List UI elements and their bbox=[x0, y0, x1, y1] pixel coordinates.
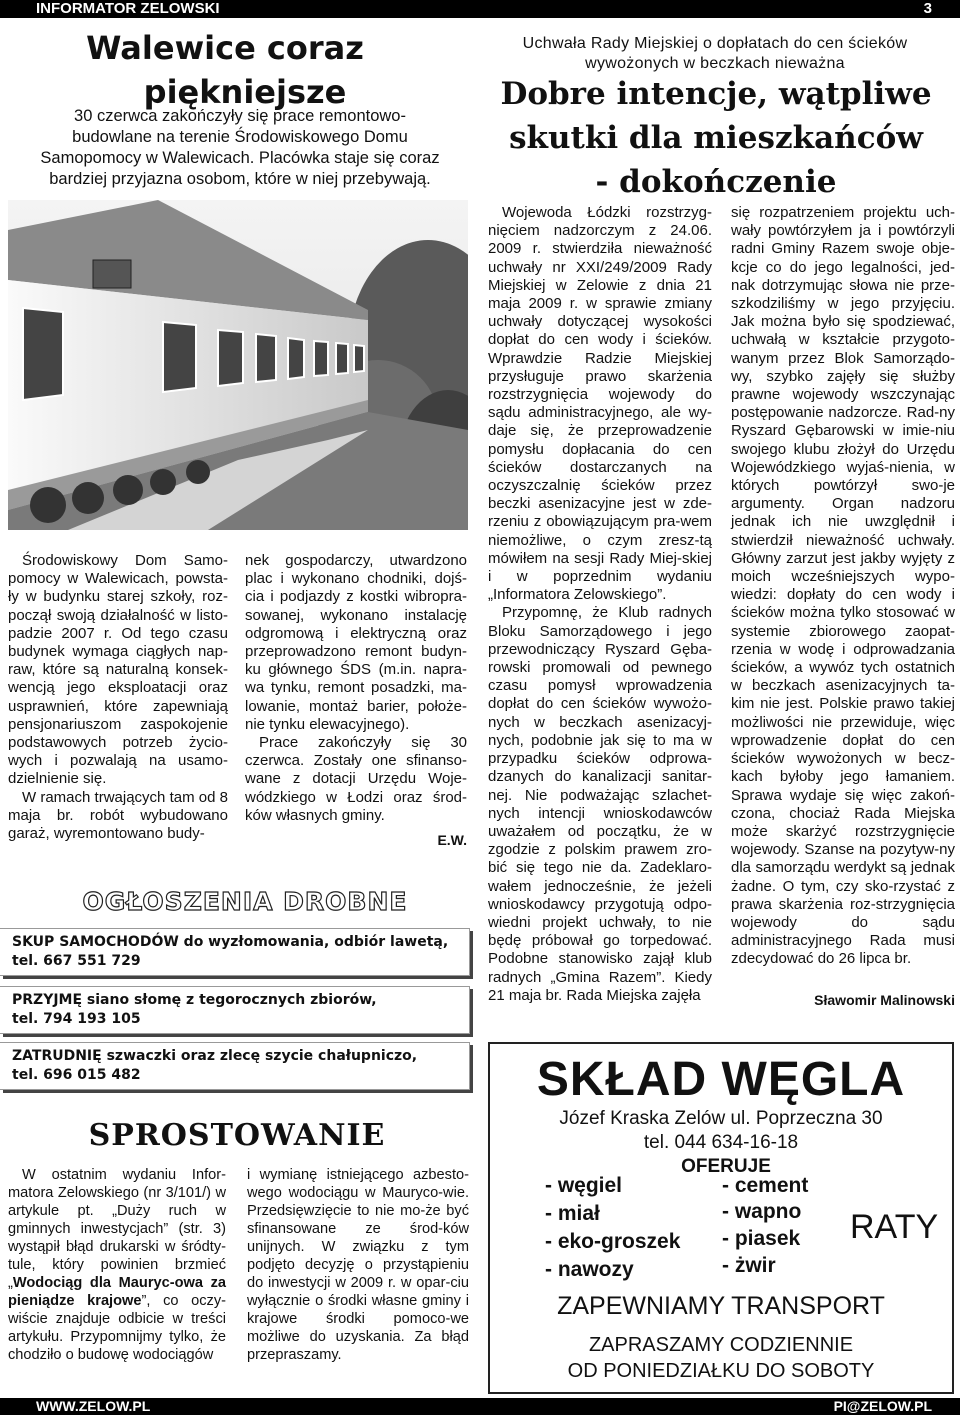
article1-paragraph: Środowiskowy Dom Samo-pomocy w Walewicach, powsta-ły w budynku starej szkoły, roz-począł swoją działalność w listo-padzie 2007 r. Od tego czasu budynek wymaga ciągłych nap-raw, które są naturalną konsek-wencją jego eksploatacji oraz usprawnień, które zapewniają pensjonariuszom zaspokojenie podstawowych potrzeb życio-wych i pozwalają na usamo-dzielnienie się. bbox=[8, 552, 228, 788]
coal-ad-installments: RATY bbox=[850, 1208, 939, 1246]
coal-ad-transport: ZAPEWNIAMY TRANSPORT bbox=[557, 1292, 885, 1320]
offer-item: - miał bbox=[545, 1202, 600, 1225]
correction-col2 bbox=[247, 1166, 469, 1364]
offer-item: - piasek bbox=[722, 1227, 801, 1250]
classifieds-title-graphic bbox=[30, 880, 460, 920]
article2-title-line: Dobre intencje, wątpliwe bbox=[500, 76, 932, 112]
lead-line: budowlane na terenie Środowiskowego Domu bbox=[72, 128, 408, 146]
offer-item: - eko-groszek bbox=[545, 1230, 681, 1253]
coal-store-ad bbox=[488, 1042, 954, 1394]
ad-line: ZATRUDNIĘ szwaczki oraz zlecę szycie chałupniczo, bbox=[12, 1048, 418, 1064]
coal-ad-phone: tel. 044 634-16-18 bbox=[643, 1132, 799, 1153]
article2-signature: Sławomir Malinowski bbox=[814, 991, 955, 1008]
article2-col2 bbox=[731, 204, 955, 1009]
article1-title bbox=[60, 26, 390, 114]
paper-name: INFORMATOR ZELOWSKI bbox=[36, 0, 220, 17]
article2-title bbox=[476, 72, 956, 204]
classifieds-title bbox=[30, 880, 460, 920]
offer-item: - węgiel bbox=[545, 1174, 623, 1197]
ad-phone: tel. 794 193 105 bbox=[12, 1011, 141, 1027]
article1-title-line1: Walewice coraz bbox=[86, 29, 364, 67]
classified-ad bbox=[0, 1042, 470, 1090]
ad-phone: tel. 667 551 729 bbox=[12, 953, 141, 969]
coal-ad-owner: Józef Kraska Zelów ul. Poprzeczna 30 bbox=[559, 1108, 883, 1129]
correction-paragraph: i wymianę istniejącego azbesto-wego wodociągu w Mauryco-wie. Przedsięwzięcie to nie mo-że być sfinansowane ze środ-ków unijnych. W związku z tym podjęto decyzję o przystąpieniu do inwestycji w 2009 r. w opar-ciu wyłącznie o środki własne gminy i krajowe środki pomoco-we możliwe do uzyskania. Za błąd przepraszamy. bbox=[247, 1167, 469, 1363]
coal-ad-hours: OD PONIEDZIAŁKU DO SOBOTY bbox=[567, 1360, 875, 1382]
footer-bar bbox=[0, 1398, 960, 1415]
ad-phone: tel. 696 015 482 bbox=[12, 1067, 141, 1083]
article1-lead bbox=[6, 106, 474, 190]
building-photo-drawing bbox=[8, 200, 468, 530]
email-link[interactable]: PI@ZELOW.PL bbox=[833, 1398, 932, 1414]
article1-paragraph: nek gospodarczy, utwardzono plac i wykonano chodniki, dojś-cia i podjazdy z kostki wibropra-sowanej, wykonano instalację odgromową i elektryczną oraz przeprowadzono remont budyn-ku głównego ŚDS (m.in. napra-wa tynku, remont posadzki, ma-lowanie, montaż barier, położe-nie tynku elewacyjnego). bbox=[245, 552, 467, 733]
article1-col1 bbox=[8, 552, 228, 843]
website-link[interactable]: WWW.ZELOW.PL bbox=[36, 1398, 151, 1414]
article2-title-line: skutki dla mieszkańców bbox=[509, 120, 923, 156]
article1-paragraph: W ramach trwających tam od 8 maja br. robót wybudowano garaż, wyremontowano budy- bbox=[8, 788, 228, 843]
correction-bold-title: Wodociąg dla Mauryc-owa za pieniądze krajowe bbox=[8, 1275, 226, 1309]
correction-text: ”, co oczy-wiście znajduje odbicie w treści artykułu. Przypomnijmy tylko, że chodziło o budowę wodociągów bbox=[8, 1293, 226, 1363]
article2-kicker: Uchwała Rady Miejskiej o dopłatach do cen ścieków wywożonych w beczkach nieważna bbox=[522, 35, 908, 72]
page-number: 3 bbox=[923, 0, 932, 17]
lead-line: bardziej przyjazna osobom, które w niej przebywają. bbox=[49, 170, 431, 188]
lead-line: Samopomocy w Walewicach. Placówka staje się coraz bbox=[40, 149, 440, 167]
article1-signature: E.W. bbox=[437, 832, 467, 849]
coal-ad-offer-label: OFERUJE bbox=[681, 1156, 771, 1177]
correction-paragraph bbox=[8, 1166, 226, 1364]
header-bar bbox=[0, 0, 960, 18]
offer-item: - cement bbox=[722, 1174, 809, 1197]
ad-line: SKUP SAMOCHODÓW do wyzłomowania, odbiór lawetą, bbox=[12, 934, 449, 950]
building-photo bbox=[8, 200, 468, 530]
ad-line: PRZYJMĘ siano słomę z tegorocznych zbiorów, bbox=[12, 992, 377, 1008]
article2-paragraph: się rozpatrzeniem projektu uch-wały powtórzyłem ja i powtórzyli radni Gminy Razem swoje obje-kcje co do jego legalności, jed-nak dotrzymując słowa nie prze-szkodziliśmy w jego przyjęciu. Jak można było się spodziewać, uchwałą w kształcie przygoto-wanym przez Blok Samorządo-wy, szybko zajęły się służby prawne wojewody wszczynając postępowanie nadzorcze. Rad-ny Ryszard Gębarowski w imie-niu swojego klubu złożył do Urzędu Wojewódzkiego wyjaś-nienia, w których powtórzył swo-je argumenty. Organ nadzoru jednak ich nie uwzględnił i stwierdził nieważność uchwały. Główny zarzut jest jakby wyjęty z moich wcześniejszych wypo-wiedzi: dopłaty do cen wody i ścieków można tylko stosować w systemie zbiorowego zaopat-rzenia w wodę i odprowadzania ścieków, a wywóz tych ostatnich w beczkach asenizacyjnych ta-kim nie jest. Polskie prawo takiej możliwości nie przewiduje, więc wprowadzenie dopłat do cen ścieków wywożonych w becz-kach byłoby jego łamaniem. Sprawa wydaje się więc zakoń-czona, chociaż Rada Miejska może skarżyć rozstrzygnięcie wojewody. Szanse na pozytyw-ny dla samorządu werdykt są jednak żadne. O tym, czy sko-rzystać z prawa skarżenia roz-strzygnięcia wojewody do sądu administracyjnego Rada musi zdecydować do 26 lipca br. bbox=[731, 204, 955, 968]
offer-item: - nawozy bbox=[545, 1258, 634, 1281]
classifieds-title-text: OGŁOSZENIA DROBNE bbox=[82, 887, 408, 916]
correction-text: W ostatnim wydaniu Infor-matora Zelowskiego (nr 3/101/) w artykule pt. „Duży ruch w gminnych inwestycjach” (str. 3) wystąpił błąd drukarski w śródty-tule, który powinien brzmieć „ bbox=[8, 1167, 226, 1291]
article2-paragraph: Wojewoda Łódzki rozstrzyg-nięciem nadzorczym z 24.06. 2009 r. stwierdziła nieważność uchwały nr XXI/249/2009 Rady Miejskiej w Zelowie z dnia 21 maja 2009 r. w sprawie zmiany uchwały dotyczącej wysokości dopłat do cen wody i ścieków. Wprawdzie Radzie Miejskiej przysługuje prawo skarżenia rozstrzygnięcia wojewody do sądu administracyjnego, ale wy-daje się, że przeprowadzenie pomysłu dopłacania do cen ścieków dostarczanych na oczyszczalnię ścieków przez beczki asenizacyjne jest w zde-rzeniu z obowiązującym pra-wem niemożliwe, o czym zresz-tą mówiłem na sesji Rady Miej-skiej i w poprzednim wydaniu „Informatora Zelowskiego”. bbox=[488, 204, 712, 604]
correction-col1 bbox=[8, 1166, 226, 1364]
article2-title-line: - dokończenie bbox=[595, 164, 837, 200]
article1-title-line2: piękniejsze bbox=[143, 73, 347, 111]
coal-ad-title: SKŁAD WĘGLA bbox=[536, 1053, 906, 1106]
coal-ad-invite: ZAPRASZAMY CODZIENNIE bbox=[588, 1334, 854, 1356]
correction-title: SPROSTOWANIE bbox=[88, 1118, 386, 1153]
article2-col1 bbox=[488, 204, 712, 1005]
classified-ad bbox=[0, 986, 470, 1034]
lead-line: 30 czerwca zakończyły się prace remontowo- bbox=[74, 107, 406, 125]
article1-paragraph: Prace zakończyły się 30 czerwca. Zostały one sfinanso-wane z dotacji Urzędu Woje-wódzkiego w Łodzi oraz środ-ków własnych gminy. bbox=[245, 734, 467, 824]
classified-ad bbox=[0, 928, 470, 976]
offer-item: - wapno bbox=[722, 1200, 802, 1223]
article1-col2 bbox=[245, 552, 467, 849]
offer-item: - żwir bbox=[722, 1254, 776, 1277]
article2-paragraph: Przypomnę, że Klub radnych Bloku Samorządowego i jego przewodniczący Ryszard Gęba-rowski promowali od pewnego czasu pomysł wprowadzenia dopłat do cen ścieków wywożo-nych w beczkach asenizacyj-nych, podobnie jak się to ma w przypadku ścieków odprowa-dzanych do kanalizacji sanitar-nej. Nie podważając szlachet-nych intencji wnioskodawców uważałem od początku, że w zgodzie z polskim prawem zro-bić się tego nie da. Zadeklaro-wałem jednocześnie, że jeżeli wnioskodawcy przygotują odpo-wiedni projekt uchwały, to nie będę próbował go torpedować. Podobne stanowisko zajął klub radnych „Gmina Razem”. Kiedy 21 maja br. Rada Miejska zajęła bbox=[488, 604, 712, 1004]
